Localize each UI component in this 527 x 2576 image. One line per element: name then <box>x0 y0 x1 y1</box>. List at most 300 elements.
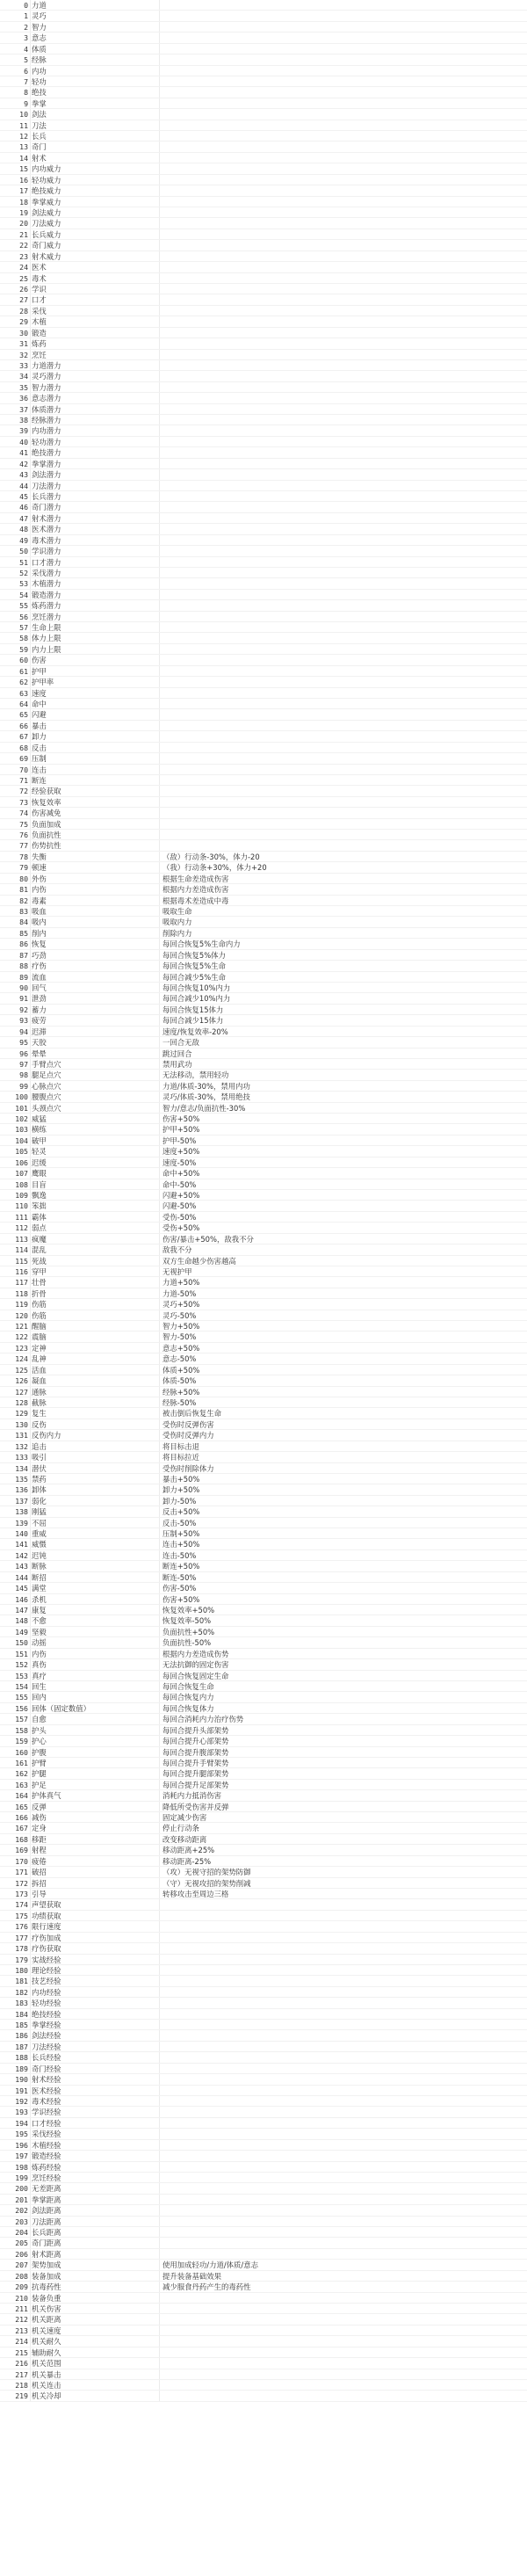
attribute-name: 腿足点穴 <box>32 1070 61 1080</box>
table-row <box>0 459 527 469</box>
attribute-name: 射术潜力 <box>32 513 61 523</box>
attribute-description: 将目标击退 <box>162 1441 199 1451</box>
row-index: 215 <box>15 2347 28 2357</box>
table-row <box>0 1201 527 1211</box>
attribute-name: 天胶 <box>32 1038 47 1048</box>
table-row <box>0 2380 527 2391</box>
attribute-name: 弱点 <box>32 1223 47 1233</box>
attribute-description: 压制+50% <box>162 1529 200 1539</box>
row-index: 115 <box>15 1256 28 1266</box>
attribute-description: 每回合恢复10%内力 <box>162 983 231 992</box>
attribute-description: 使用加成轻功/力道/体质/意志 <box>162 2260 258 2270</box>
attribute-name: 装备加成 <box>32 2271 61 2281</box>
attribute-name: 采伐经验 <box>32 2130 61 2139</box>
attribute-name: 目盲 <box>32 1179 47 1189</box>
row-index: 132 <box>15 1441 28 1451</box>
attribute-name: 轻功 <box>32 76 47 86</box>
attribute-description: 一回合无敌 <box>162 1038 199 1048</box>
attribute-name: 机关暴击 <box>32 2369 61 2379</box>
table-row <box>0 2271 527 2282</box>
row-index: 20 <box>19 219 28 229</box>
row-index: 22 <box>19 241 28 250</box>
attribute-description: 负面抗性+50% <box>162 1627 215 1636</box>
attribute-name: 炼药 <box>32 339 47 349</box>
attribute-name: 护头 <box>32 1725 47 1735</box>
attribute-name: 技艺经验 <box>32 1977 61 1986</box>
row-index: 0 <box>24 1 28 10</box>
table-row <box>0 961 527 971</box>
row-index: 196 <box>15 2140 28 2150</box>
row-index: 11 <box>19 120 28 130</box>
attribute-name: 疲劳 <box>32 1016 47 1026</box>
row-index: 147 <box>15 1606 28 1615</box>
attribute-description: 智力/意志/负面抗性-30% <box>162 1103 246 1113</box>
attribute-name: 烹饪经验 <box>32 2173 61 2182</box>
table-row <box>0 1027 527 1037</box>
attribute-name: 内力上限 <box>32 644 61 654</box>
attribute-name: 蓄力 <box>32 1005 47 1014</box>
row-index: 144 <box>15 1572 28 1582</box>
attribute-name: 刀法距离 <box>32 2217 61 2226</box>
attribute-name: 射程 <box>32 1846 47 1855</box>
attribute-name: 恢复效率 <box>32 797 61 807</box>
attribute-name: 截脉 <box>32 1398 47 1407</box>
table-row <box>0 1484 527 1495</box>
table-row <box>0 1397 527 1408</box>
row-index: 33 <box>19 360 28 370</box>
attribute-name: 学识经验 <box>32 2108 61 2117</box>
attribute-name: 重威 <box>32 1529 47 1539</box>
table-row <box>0 1518 527 1528</box>
table-row <box>0 1725 527 1736</box>
attribute-name: 反伤 <box>32 1419 47 1429</box>
attribute-name: 疲倦 <box>32 1856 47 1866</box>
table-row <box>0 1627 527 1637</box>
attribute-description: 削除内力 <box>162 928 192 938</box>
attribute-name: 活血 <box>32 1365 47 1375</box>
table-row <box>0 1430 527 1440</box>
table-row <box>0 721 527 731</box>
row-index: 214 <box>15 2337 28 2347</box>
attribute-description: 体质-50% <box>162 1376 197 1386</box>
attribute-name: 迟钝 <box>32 1550 47 1560</box>
row-index: 160 <box>15 1747 28 1757</box>
row-index: 112 <box>15 1223 28 1233</box>
row-index: 129 <box>15 1409 28 1419</box>
table-row <box>0 1703 527 1714</box>
table-row <box>0 2140 527 2151</box>
table-row <box>0 2086 527 2096</box>
attribute-description: 命中-50% <box>162 1179 197 1189</box>
table-row <box>0 1758 527 1768</box>
table-row <box>0 1780 527 1790</box>
row-index: 185 <box>15 2021 28 2030</box>
attribute-name: 剑法经验 <box>32 2031 61 2041</box>
attribute-name: 体质 <box>32 44 47 54</box>
table-row <box>0 1365 527 1375</box>
table-row <box>0 1092 527 1102</box>
table-row <box>0 197 527 207</box>
attribute-name: 绝技 <box>32 88 47 98</box>
attribute-name: 烹饪 <box>32 350 47 359</box>
attribute-name: 不愈 <box>32 1616 47 1626</box>
attribute-description: 伤害+50% <box>162 1114 200 1124</box>
attribute-description: 每回合提升心部架势 <box>162 1737 229 1746</box>
row-index: 197 <box>15 2152 28 2161</box>
row-index: 87 <box>19 950 28 960</box>
table-row <box>0 1615 527 1626</box>
attribute-description: 断连+50% <box>162 1562 200 1571</box>
table-row <box>0 447 527 458</box>
table-row <box>0 1649 527 1659</box>
row-index: 213 <box>15 2326 28 2335</box>
table-row <box>0 1103 527 1114</box>
row-index: 104 <box>15 1136 28 1145</box>
attribute-name: 定神 <box>32 1343 47 1353</box>
attribute-description: 每回合恢复内力 <box>162 1693 214 1702</box>
attribute-name: 奇门 <box>32 142 47 152</box>
row-index: 30 <box>19 328 28 337</box>
attribute-name: 毒术经验 <box>32 2097 61 2106</box>
attribute-description: 力道+50% <box>162 1278 200 1288</box>
attribute-name: 心脉点穴 <box>32 1081 61 1091</box>
table-row <box>0 1179 527 1190</box>
attribute-description: 移动距离+25% <box>162 1846 215 1855</box>
row-index: 43 <box>19 470 28 480</box>
row-index: 40 <box>19 437 28 446</box>
table-row <box>0 1823 527 1833</box>
table-row <box>0 66 527 76</box>
table-row <box>0 840 527 851</box>
attribute-description: 灵巧/体质-30%，禁用绝技 <box>162 1092 250 1102</box>
attribute-name: 灵巧 <box>32 11 47 21</box>
row-index: 110 <box>15 1201 28 1211</box>
row-index: 150 <box>15 1638 28 1648</box>
row-index: 27 <box>19 295 28 305</box>
row-index: 52 <box>19 568 28 577</box>
row-index: 184 <box>15 2009 28 2019</box>
attribute-name: 轻功威力 <box>32 175 61 185</box>
row-index: 29 <box>19 317 28 327</box>
table-row <box>0 2118 527 2129</box>
table-row <box>0 699 527 709</box>
attribute-description: 智力-50% <box>162 1332 197 1342</box>
attribute-name: 毒术 <box>32 273 47 283</box>
attribute-name: 采伐潜力 <box>32 568 61 577</box>
row-index: 188 <box>15 2053 28 2063</box>
table-row <box>0 1671 527 1681</box>
attribute-description: 断连-50% <box>162 1572 197 1582</box>
table-row <box>0 808 527 818</box>
attribute-name: 破甲 <box>32 1136 47 1145</box>
attribute-name: 奇门距离 <box>32 2239 61 2248</box>
table-row <box>0 1965 527 1976</box>
row-index: 71 <box>19 775 28 785</box>
attribute-description: 伤害+50% <box>162 1594 200 1604</box>
attribute-description: 被击倒后恢复生命 <box>162 1409 221 1419</box>
attribute-name: 口才 <box>32 295 47 305</box>
attribute-name: 装备负重 <box>32 2293 61 2303</box>
table-row <box>0 1234 527 1244</box>
attribute-name: 奇门威力 <box>32 241 61 250</box>
attribute-name: 回体（固定数值） <box>32 1703 90 1713</box>
row-index: 6 <box>24 66 28 76</box>
row-index: 142 <box>15 1550 28 1560</box>
table-row <box>0 1332 527 1342</box>
table-row <box>0 709 527 720</box>
attribute-name: 飘逸 <box>32 1190 47 1200</box>
table-row <box>0 1528 527 1539</box>
table-row <box>0 797 527 808</box>
row-index: 211 <box>15 2304 28 2314</box>
row-index: 66 <box>19 721 28 730</box>
attribute-name: 闪避 <box>32 710 47 720</box>
attribute-description: 每回合减少10%内力 <box>162 994 231 1004</box>
row-index: 21 <box>19 229 28 239</box>
table-row <box>0 655 527 665</box>
row-index: 96 <box>19 1049 28 1058</box>
attribute-name: 坚毅 <box>32 1627 47 1636</box>
table-row <box>0 1223 527 1233</box>
attribute-name: 无差距离 <box>32 2184 61 2194</box>
row-index: 119 <box>15 1300 28 1310</box>
attribute-description: 速度-50% <box>162 1157 197 1167</box>
table-row <box>0 425 527 436</box>
attribute-name: 长兵距离 <box>32 2228 61 2238</box>
attribute-name: 灵巧潜力 <box>32 372 61 381</box>
attribute-name: 长兵经验 <box>32 2053 61 2063</box>
attribute-name: 疗伤加成 <box>32 1933 61 1942</box>
attribute-description: 每回合恢复5%生命 <box>162 961 226 971</box>
table-row <box>0 2173 527 2183</box>
row-index: 106 <box>15 1157 28 1167</box>
attribute-name: 射术威力 <box>32 251 61 261</box>
table-row <box>0 1605 527 1615</box>
row-index: 182 <box>15 1987 28 1997</box>
table-row <box>0 360 527 371</box>
attribute-name: 奇门潜力 <box>32 503 61 512</box>
table-row <box>0 491 527 502</box>
attribute-description: 体质+50% <box>162 1365 200 1375</box>
table-row <box>0 1856 527 1867</box>
table-row <box>0 2162 527 2173</box>
attribute-name: 机关速度 <box>32 2326 61 2335</box>
attribute-name: 护腿 <box>32 1769 47 1779</box>
attribute-description: 移动距离-25% <box>162 1856 212 1866</box>
attribute-name: 卸体 <box>32 1485 47 1495</box>
table-row <box>0 622 527 633</box>
attribute-description: 经脉-50% <box>162 1398 197 1407</box>
table-row <box>0 273 527 284</box>
attribute-name: 移距 <box>32 1834 47 1844</box>
attribute-name: 压制 <box>32 754 47 764</box>
table-row <box>0 786 527 796</box>
table-row <box>0 2358 527 2369</box>
table-row <box>0 1572 527 1583</box>
attribute-description: 速度+50% <box>162 1147 200 1157</box>
table-row <box>0 1714 527 1724</box>
attribute-description: 护甲-50% <box>162 1136 197 1145</box>
table-row <box>0 1583 527 1593</box>
row-index: 99 <box>19 1081 28 1091</box>
table-row <box>0 1321 527 1332</box>
attribute-name: 伤筋 <box>32 1310 47 1320</box>
attribute-description: 连击+50% <box>162 1540 200 1549</box>
attribute-description: 提升装备基础效果 <box>162 2271 221 2281</box>
row-index: 86 <box>19 940 28 949</box>
attribute-name: 威慑 <box>32 1540 47 1549</box>
row-index: 58 <box>19 634 28 643</box>
table-row <box>0 688 527 699</box>
attribute-name: 吸内 <box>32 918 47 927</box>
table-row <box>0 11 527 21</box>
attribute-name: 木植潜力 <box>32 579 61 589</box>
table-row <box>0 44 527 54</box>
row-index: 15 <box>19 164 28 174</box>
attribute-name: 吸引 <box>32 1453 47 1462</box>
attribute-description: 力道/体质-30%，禁用内功 <box>162 1081 250 1091</box>
row-index: 133 <box>15 1453 28 1462</box>
table-row <box>0 185 527 196</box>
row-index: 65 <box>19 710 28 720</box>
table-row <box>0 874 527 884</box>
attribute-description: 暴击+50% <box>162 1474 200 1484</box>
row-index: 69 <box>19 754 28 764</box>
row-index: 62 <box>19 678 28 687</box>
row-index: 36 <box>19 394 28 403</box>
table-row <box>0 2260 527 2270</box>
attribute-name: 功绩获取 <box>32 1911 61 1920</box>
attribute-name: 刀法 <box>32 120 47 130</box>
table-row <box>0 1343 527 1353</box>
attribute-name: 长兵 <box>32 132 47 141</box>
row-index: 125 <box>15 1365 28 1375</box>
table-row <box>0 1005 527 1015</box>
attribute-description: 根据毒术差造成中毒 <box>162 896 229 905</box>
row-index: 137 <box>15 1496 28 1506</box>
attribute-name: 恢复 <box>32 940 47 949</box>
row-index: 149 <box>15 1627 28 1636</box>
attribute-name: 护臂 <box>32 1758 47 1767</box>
row-index: 198 <box>15 2162 28 2172</box>
table-row <box>0 1146 527 1157</box>
table-row <box>0 1943 527 1954</box>
attribute-description: 根据内力差造成伤势 <box>162 1649 229 1658</box>
row-index: 60 <box>19 656 28 665</box>
table-row <box>0 350 527 360</box>
attribute-name: 锻造经验 <box>32 2152 61 2161</box>
table-row <box>0 33 527 43</box>
table-row <box>0 1081 527 1092</box>
table-row <box>0 2052 527 2063</box>
table-row <box>0 98 527 109</box>
row-index: 216 <box>15 2359 28 2369</box>
row-index: 146 <box>15 1594 28 1604</box>
row-index: 73 <box>19 797 28 807</box>
table-row <box>0 1299 527 1310</box>
row-index: 194 <box>15 2118 28 2128</box>
attribute-name: 顿速 <box>32 863 47 873</box>
table-row <box>0 1768 527 1779</box>
row-index: 190 <box>15 2075 28 2085</box>
attribute-name: 失衡 <box>32 852 47 861</box>
attribute-name: 意志 <box>32 33 47 43</box>
table-row <box>0 437 527 447</box>
attribute-description: （我）行动条+30%，体力+20 <box>162 863 267 873</box>
attribute-name: 生命上限 <box>32 623 61 633</box>
attribute-name: 抗毒药性 <box>32 2282 61 2292</box>
table-row <box>0 22 527 33</box>
table-row <box>0 207 527 218</box>
table-row <box>0 1834 527 1845</box>
table-row <box>0 2249 527 2260</box>
attribute-description: 灵巧-50% <box>162 1310 197 1320</box>
table-row <box>0 1998 527 2008</box>
attribute-description: 命中+50% <box>162 1169 200 1179</box>
attribute-description: 禁用武功 <box>162 1059 192 1069</box>
table-row <box>0 765 527 775</box>
row-index: 195 <box>15 2130 28 2139</box>
attribute-name: 机关范围 <box>32 2359 61 2369</box>
attribute-name: 木植经验 <box>32 2140 61 2150</box>
table-row <box>0 578 527 589</box>
attribute-name: 壮骨 <box>32 1278 47 1288</box>
table-row <box>0 896 527 906</box>
table-row <box>0 141 527 152</box>
table-row <box>0 2042 527 2052</box>
attribute-description: （攻）无视守招的架势防御 <box>162 1868 251 1877</box>
row-index: 128 <box>15 1398 28 1407</box>
row-index: 175 <box>15 1911 28 1920</box>
attribute-name: 学识 <box>32 284 47 294</box>
row-index: 25 <box>19 273 28 283</box>
table-row <box>0 1889 527 1899</box>
table-row <box>0 2282 527 2292</box>
attribute-name: 剑法距离 <box>32 2206 61 2216</box>
table-row <box>0 1463 527 1474</box>
attribute-name: 拳掌潜力 <box>32 459 61 468</box>
attribute-description: 每回合恢复15体力 <box>162 1005 224 1014</box>
attribute-name: 架势加成 <box>32 2260 61 2270</box>
row-index: 77 <box>19 841 28 851</box>
attribute-name: 拳掌经验 <box>32 2021 61 2030</box>
attribute-name: 体力上限 <box>32 634 61 643</box>
row-index: 80 <box>19 874 28 883</box>
row-index: 54 <box>19 590 28 599</box>
row-index: 121 <box>15 1322 28 1332</box>
attribute-description: 每回合减少15体力 <box>162 1016 224 1026</box>
attribute-name: 机关连击 <box>32 2380 61 2390</box>
attribute-description: 速度/恢复效率-20% <box>162 1027 228 1036</box>
table-row <box>0 469 527 480</box>
row-index: 172 <box>15 1878 28 1888</box>
attribute-name: 弱化 <box>32 1496 47 1506</box>
row-index: 152 <box>15 1660 28 1670</box>
row-index: 158 <box>15 1725 28 1735</box>
table-row <box>0 316 527 327</box>
table-row <box>0 557 527 568</box>
row-index: 84 <box>19 918 28 927</box>
attribute-name: 炼药经验 <box>32 2162 61 2172</box>
attribute-name: 负面抗性 <box>32 831 61 840</box>
attribute-name: 绝技威力 <box>32 186 61 196</box>
attribute-name: 医术经验 <box>32 2086 61 2095</box>
row-index: 174 <box>15 1900 28 1910</box>
attribute-name: 拳掌距离 <box>32 2195 61 2204</box>
attribute-description: 根据生命差造成伤害 <box>162 874 229 883</box>
row-index: 113 <box>15 1234 28 1244</box>
attribute-name: 迟滞 <box>32 1027 47 1036</box>
